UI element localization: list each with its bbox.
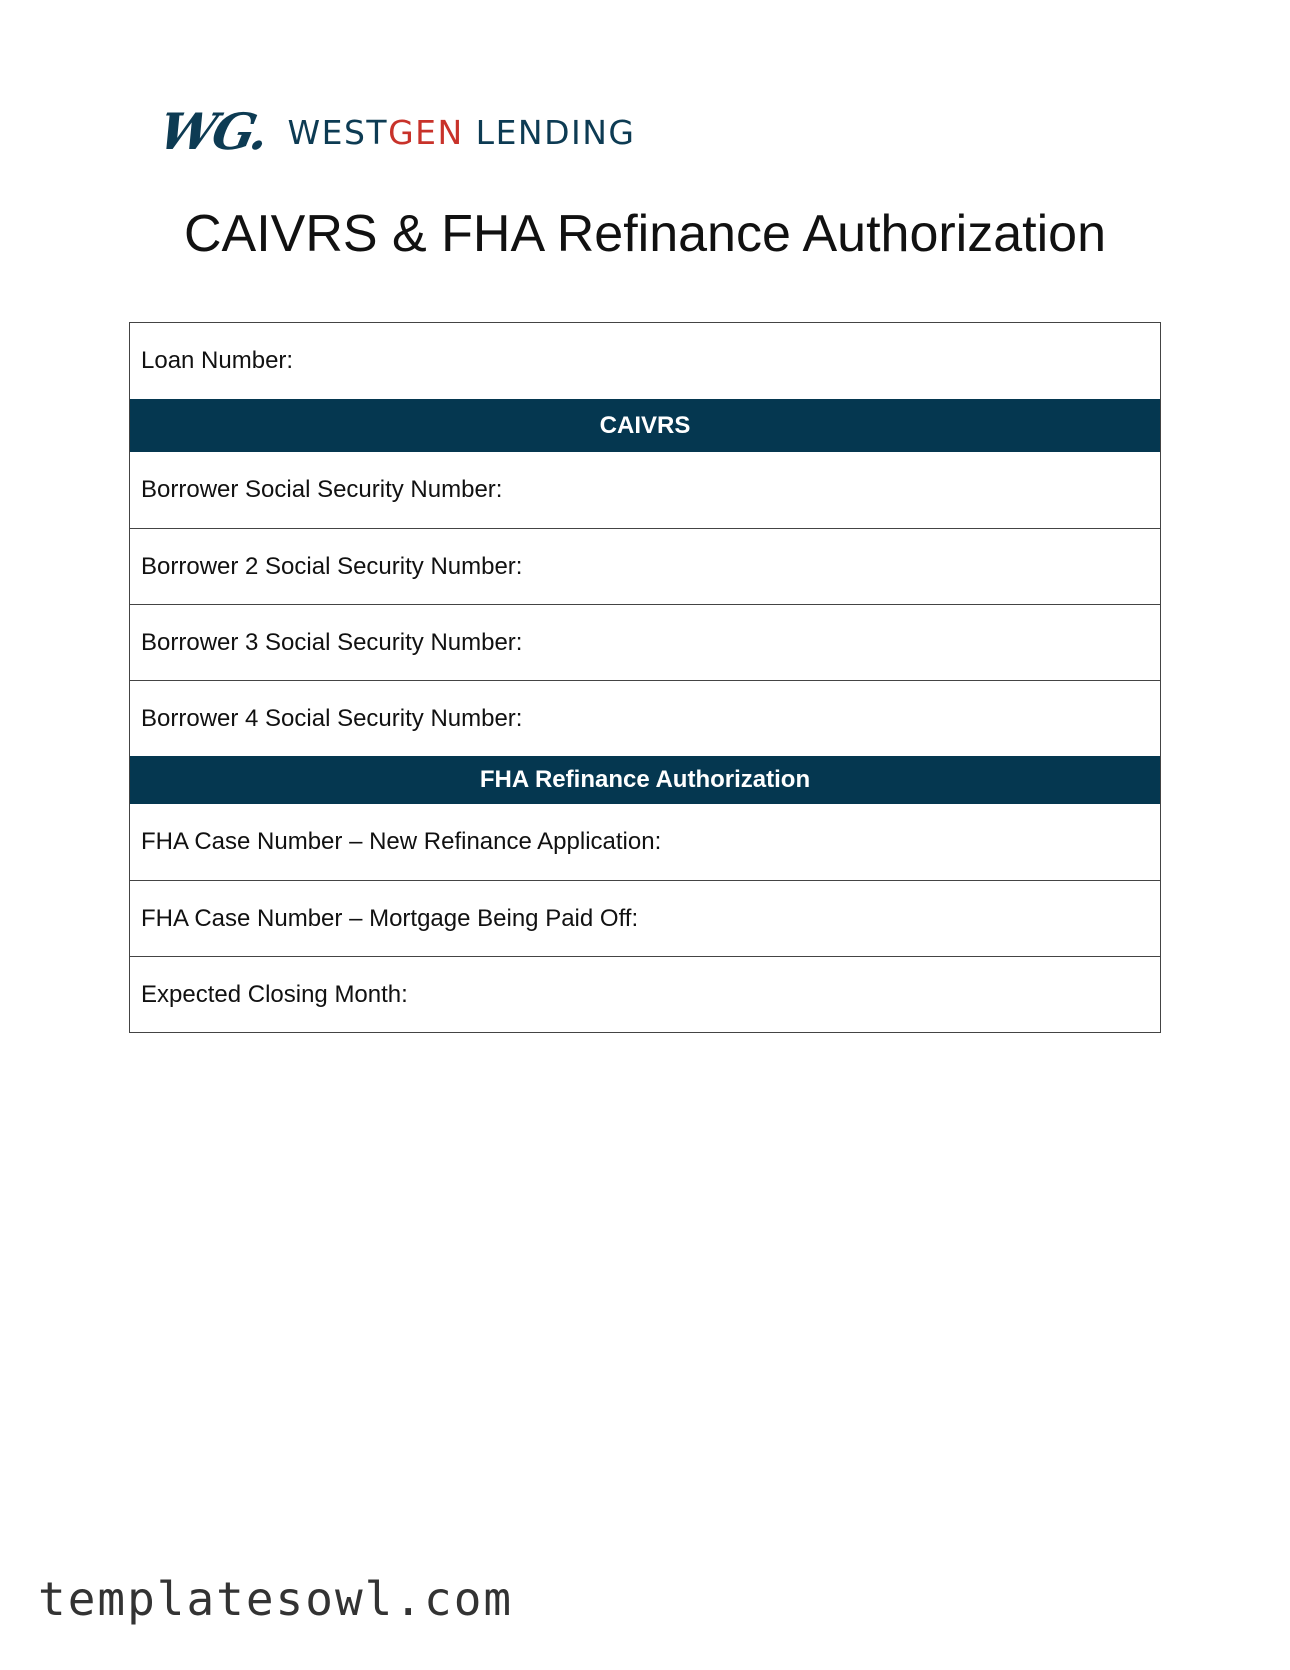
fha-section-header: FHA Refinance Authorization: [130, 756, 1160, 804]
borrower-4-ssn-field[interactable]: [130, 680, 1160, 756]
expected-closing-month-field[interactable]: [130, 956, 1160, 1032]
logo-wordmark: WESTGEN LENDING: [287, 112, 636, 152]
caivrs-section-header: CAIVRS: [130, 399, 1160, 452]
borrower-ssn-field[interactable]: [130, 452, 1160, 528]
field-label: Borrower 4 Social Security Number:: [141, 704, 523, 732]
logo-monogram: WG.: [153, 102, 272, 161]
borrower-2-ssn-field[interactable]: [130, 528, 1160, 604]
field-label: Borrower Social Security Number:: [141, 476, 503, 503]
document-title: CAIVRS & FHA Refinance Authorization: [183, 205, 1106, 263]
field-label: Borrower 2 Social Security Number:: [141, 552, 523, 580]
loan-number-field[interactable]: [130, 323, 1160, 399]
fha-case-payoff-field[interactable]: [130, 880, 1160, 956]
borrower-3-ssn-field[interactable]: [130, 604, 1160, 680]
company-logo: [153, 92, 636, 172]
fha-case-new-field[interactable]: [130, 804, 1160, 880]
field-label: FHA Case Number – Mortgage Being Paid Off:: [141, 904, 639, 932]
field-label: Expected Closing Month:: [141, 980, 408, 1008]
authorization-form: [129, 322, 1161, 1033]
watermark: templatesowl.com: [38, 1572, 514, 1626]
field-label: Borrower 3 Social Security Number:: [141, 628, 523, 656]
loan-number-label: Loan Number:: [141, 347, 294, 374]
field-label: FHA Case Number – New Refinance Application:: [141, 828, 662, 855]
